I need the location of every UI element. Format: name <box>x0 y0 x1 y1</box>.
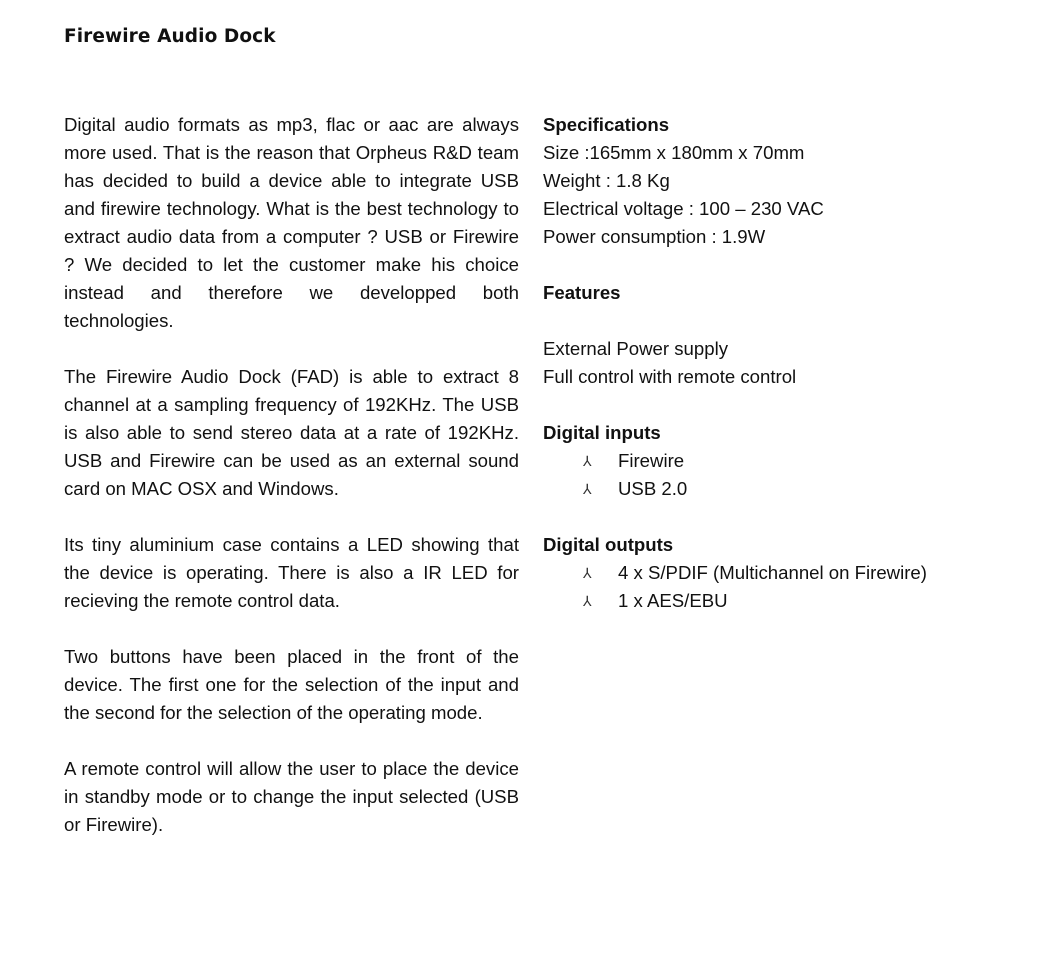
paragraph-intro: Digital audio formats as mp3, flac or aac are always more used. That is the reason that Orpheus R&D team has decided to build a device able to integrate USB and firewire technology. What is the best technology to extract audio data from a computer ? USB or Firewire ? We decided to let the customer make his choice instead and therefore we developped both technologies. <box>64 114 519 331</box>
list-item <box>543 447 1023 475</box>
specifications-heading: Specifications <box>543 114 670 135</box>
input-item: Firewire <box>618 450 685 471</box>
document-title: Firewire Audio Dock <box>64 26 276 47</box>
paragraph-capabilities: The Firewire Audio Dock (FAD) is able to extract 8 channel at a sampling frequency of 192KHz. The USB is also able to send stereo data at a rate of 192KHz. USB and Firewire can be used as an external sound card on MAC OSX and Windows. <box>64 366 519 499</box>
list-item <box>543 587 1023 615</box>
feature-item: External Power supply <box>543 338 728 359</box>
digital-outputs-heading: Digital outputs <box>543 534 674 555</box>
feature-item: Full control with remote control <box>543 366 797 387</box>
digital-inputs-heading: Digital inputs <box>543 422 661 443</box>
list-item <box>543 559 1023 587</box>
spec-power: Power consumption : 1.9W <box>543 226 766 247</box>
list-item <box>543 475 1023 503</box>
input-item: USB 2.0 <box>618 478 688 499</box>
bullet-icon: ⅄ <box>583 593 592 609</box>
description-column <box>64 111 519 867</box>
spec-weight: Weight : 1.8 Kg <box>543 170 670 191</box>
bullet-icon: ⅄ <box>583 481 592 497</box>
output-item: 4 x S/PDIF (Multichannel on Firewire) <box>618 562 927 583</box>
paragraph-case: Its tiny aluminium case contains a LED showing that the device is operating. There is also a IR LED for recieving the remote control data. <box>64 534 519 611</box>
paragraph-buttons: Two buttons have been placed in the front of the device. The first one for the selection of the input and the second for the selection of the operating mode. <box>64 646 519 723</box>
paragraph-remote: A remote control will allow the user to place the device in standby mode or to change the input selected (USB or Firewire). <box>64 758 519 835</box>
bullet-icon: ⅄ <box>583 453 592 469</box>
output-item: 1 x AES/EBU <box>618 590 728 611</box>
spec-size: Size :165mm x 180mm x 70mm <box>543 142 805 163</box>
bullet-icon: ⅄ <box>583 565 592 581</box>
specs-column <box>543 111 1023 615</box>
spec-voltage: Electrical voltage : 100 – 230 VAC <box>543 198 824 219</box>
features-heading: Features <box>543 282 621 303</box>
